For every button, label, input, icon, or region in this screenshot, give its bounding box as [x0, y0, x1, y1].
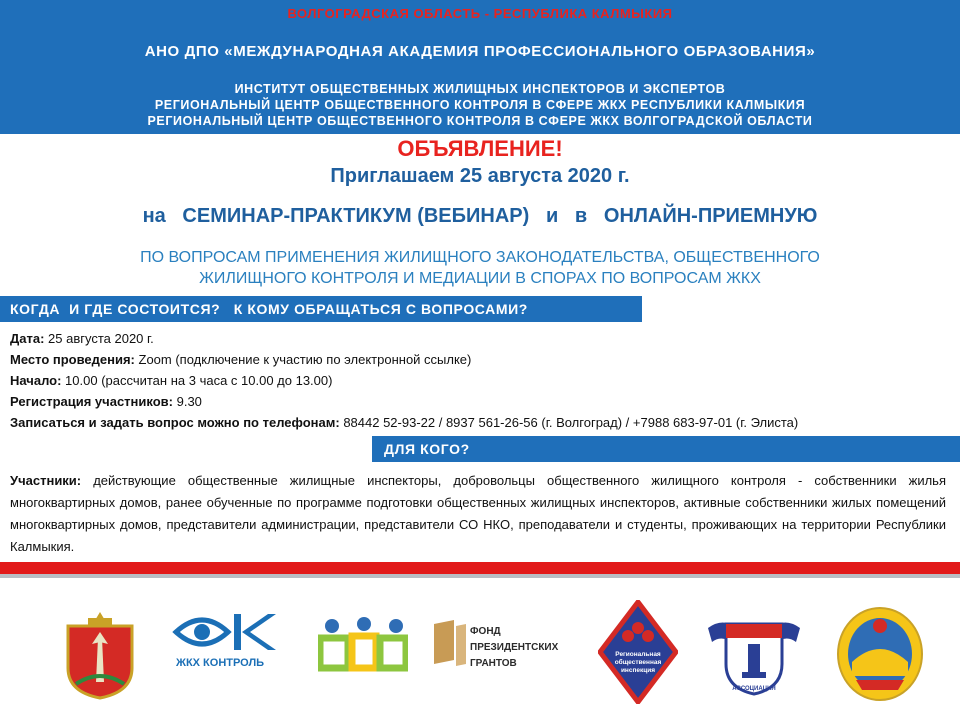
detail-value: 10.00 (рассчитан на 3 часа с 10.00 до 13.00): [61, 373, 333, 388]
fond-label-line: ПРЕЗИДЕНТСКИХ: [470, 642, 559, 653]
presidential-grants-fund-logo: [432, 620, 572, 682]
fond-label-line: ГРАНТОВ: [470, 658, 517, 669]
detail-row-registration: [10, 391, 950, 412]
when-where-bar: КОГДА И ГДЕ СОСТОИТСЯ? К КОМУ ОБРАЩАТЬСЯ С ВОПРОСАМИ?: [0, 296, 642, 322]
header-banner: [0, 0, 960, 134]
detail-row-start: [10, 370, 950, 391]
gray-divider: [0, 574, 960, 578]
participants-label: Участники:: [10, 473, 82, 488]
inspection-label-line: инспекция: [620, 667, 656, 674]
institute-lines: [0, 81, 960, 129]
association-label: АССОЦИАЦИЯ: [732, 686, 776, 692]
detail-row-phones: [10, 412, 950, 433]
seminar-line: на СЕМИНАР-ПРАКТИКУМ (ВЕБИНАР) и в ОНЛАЙН-ПРИЕМНУЮ: [142, 205, 818, 227]
for-whom-bar: ДЛЯ КОГО?: [372, 436, 960, 462]
detail-value: 88442 52-93-22 / 8937 561-26-56 (г. Волгоград) / +7988 683-97-01 (г. Элиста): [339, 415, 799, 430]
detail-row-date: [10, 328, 950, 349]
detail-label: Регистрация участников:: [10, 394, 173, 409]
detail-value: 25 августа 2020 г.: [44, 331, 154, 346]
institute-line: ИНСТИТУТ ОБЩЕСТВЕННЫХ ЖИЛИЩНЫХ ИНСПЕКТОРОВ И ЭКСПЕРТОВ: [234, 82, 726, 96]
regional-public-inspection-logo: [598, 600, 678, 704]
participants-text: [10, 470, 946, 558]
detail-label: Записаться и задать вопрос можно по телефонам:: [10, 415, 340, 430]
zhkh-control-label: ЖКХ КОНТРОЛЬ: [176, 657, 265, 669]
institute-line: РЕГИОНАЛЬНЫЙ ЦЕНТР ОБЩЕСТВЕННОГО КОНТРОЛЯ В СФЕРЕ ЖКХ ВОЛГОГРАДСКОЙ ОБЛАСТИ: [147, 114, 813, 128]
kalmykia-coat-of-arms-icon: [836, 606, 924, 702]
invite-line: Приглашаем 25 августа 2020 г.: [330, 165, 630, 187]
event-details: [10, 328, 950, 433]
zhkh-control-logo: [172, 610, 292, 670]
topic-line: ЖИЛИЩНОГО КОНТРОЛЯ И МЕДИАЦИИ В СПОРАХ ПО ВОПРОСАМ ЖКХ: [199, 270, 761, 287]
topic-text: [0, 247, 960, 289]
detail-value: Zoom (подключение к участию по электронной ссылке): [134, 352, 472, 367]
community-icon: [318, 616, 408, 676]
participants-description: действующие общественные жилищные инспекторы, добровольцы общественного жилищного контроля - собственники жилья многоквартирных домов, ранее обученные по программе подготовки общественных жилищных инспекторов, активные собственники жилых помещений многоквартирных домов, представители администрации, представители СО НКО, преподаватели и студенты, проживающих на территории Республики Калмыкия.: [10, 473, 946, 554]
detail-label: Место проведения:: [10, 352, 135, 367]
detail-label: Начало:: [10, 373, 62, 388]
region-title: ВОЛГОГРАДСКАЯ ОБЛАСТЬ - РЕСПУБЛИКА КАЛМЫКИЯ: [287, 6, 673, 21]
detail-row-venue: [10, 349, 950, 370]
fond-label-line: ФОНД: [470, 626, 501, 637]
topic-line: ПО ВОПРОСАМ ПРИМЕНЕНИЯ ЖИЛИЩНОГО ЗАКОНОДАТЕЛЬСТВА, ОБЩЕСТВЕННОГО: [140, 249, 820, 266]
detail-label: Дата:: [10, 331, 45, 346]
inspection-label-line: общественная: [614, 659, 662, 666]
institute-line: РЕГИОНАЛЬНЫЙ ЦЕНТР ОБЩЕСТВЕННОГО КОНТРОЛЯ В СФЕРЕ ЖКХ РЕСПУБЛИКИ КАЛМЫКИЯ: [154, 98, 806, 112]
announcement-title: ОБЪЯВЛЕНИЕ!: [397, 136, 563, 161]
red-divider: [0, 562, 960, 574]
volgograd-coat-of-arms-icon: [62, 608, 138, 700]
inspection-label-line: Региональная: [615, 651, 661, 658]
organization-name: АНО ДПО «МЕЖДУНАРОДНАЯ АКАДЕМИЯ ПРОФЕССИОНАЛЬНОГО ОБРАЗОВАНИЯ»: [144, 43, 816, 60]
detail-value: 9.30: [172, 394, 202, 409]
association-emblem-icon: [704, 608, 804, 698]
